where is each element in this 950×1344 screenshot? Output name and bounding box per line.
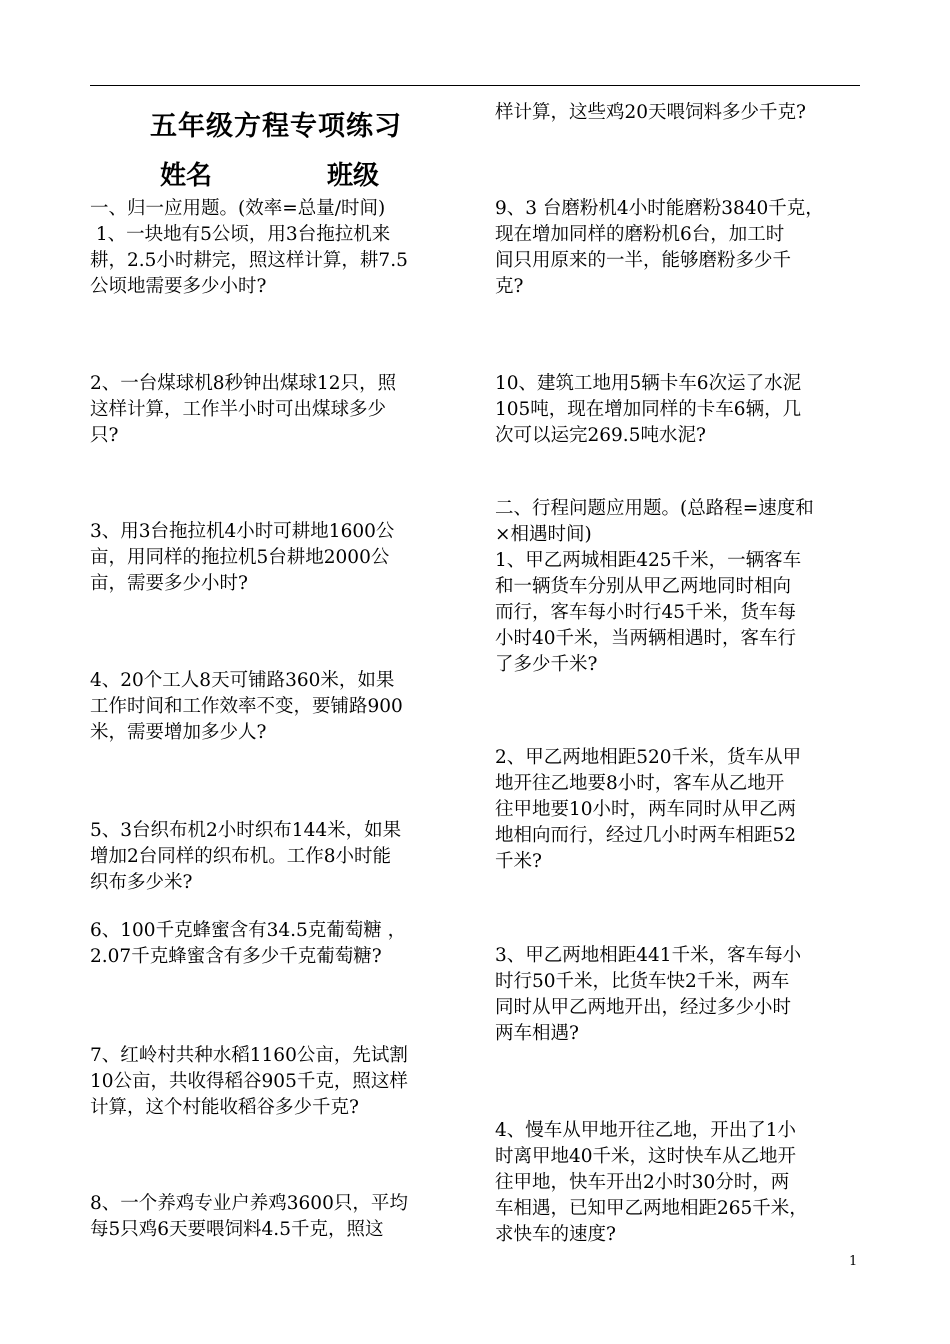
left-problem-1: 一、归一应用题。(效率=总量/时间) 1、一块地有5公顷，用3台拖拉机来 耕，2.5小时耕完，照这样计算，耕7.5 公顷地需要多少小时? xyxy=(90,198,408,297)
left-problem-6: 6、100千克蜂蜜含有34.5克葡萄糖 ， 2.07千克蜂蜜含有多少千克葡萄糖? xyxy=(90,920,407,967)
name-class-row xyxy=(160,155,379,192)
left-problem-3: 3、用3台拖拉机4小时可耕地1600公 亩，用同样的拖拉机5台耕地2000公 亩，需要多少小时? xyxy=(90,521,395,594)
right-problem-10: 10、建筑工地用5辆卡车6次运了水泥 105吨，现在增加同样的卡车6辆，几 次可以运完269.5吨水泥? xyxy=(495,373,802,446)
page-number: 1 xyxy=(849,1254,858,1269)
class-label: 班级 xyxy=(327,161,380,191)
right-problem-8-cont: 样计算，这些鸡20天喂饲料多少千克? xyxy=(495,102,806,123)
right-section-2-problem-3: 3、甲乙两地相距441千米，客车每小 时行50千米，比货车快2千米，两车 同时从甲乙两地开出，经过多少小时 两车相遇? xyxy=(495,945,802,1044)
right-section-2-problem-1: 二、行程问题应用题。(总路程=速度和 ×相遇时间) 1、甲乙两城相距425千米，一辆客车 和一辆货车分别从甲乙两地同时相向 而行，客车每小时行45千米，货车每 小时40千米，当两辆相遇时，客车行 了多少千米? xyxy=(495,498,814,675)
left-problem-4: 4、20个工人8天可铺路360米，如果 工作时间和工作效率不变，要铺路900 米，需要增加多少人? xyxy=(90,670,403,743)
header-rule xyxy=(90,85,860,86)
left-problem-7: 7、红岭村共种水稻1160公亩，先试割 10公亩，共收得稻谷905千克，照这样 计算，这个村能收稻谷多少千克? xyxy=(90,1045,408,1118)
name-label: 姓名 xyxy=(160,161,213,191)
left-problem-2: 2、一台煤球机8秒钟出煤球12只，照 这样计算，工作半小时可出煤球多少 只? xyxy=(90,373,397,446)
left-problem-5: 5、3台织布机2小时织布144米，如果 增加2台同样的织布机。工作8小时能 织布多少米? xyxy=(90,820,402,893)
right-section-2-problem-4: 4、慢车从甲地开往乙地，开出了1小 时离甲地40千米，这时快车从乙地开 往甲地，快车开出2小时30分时，两 车相遇，已知甲乙两地相距265千米， 求快车的速度? xyxy=(495,1120,808,1245)
left-problem-8: 8、一个养鸡专业户养鸡3600只，平均 每5只鸡6天要喂饲料4.5千克，照这 xyxy=(90,1193,408,1240)
right-problem-9: 9、3 台磨粉机4小时能磨粉3840千克， 现在增加同样的磨粉机6台，加工时 间只用原来的一半，能够磨粉多少千 克? xyxy=(495,198,824,297)
right-section-2-problem-2: 2、甲乙两地相距520千米，货车从甲 地开往乙地要8小时，客车从乙地开 往甲地要10小时，两车同时从甲乙两 地相向而行，经过几小时两车相距52 千米? xyxy=(495,747,802,872)
page-title: 五年级方程专项练习 xyxy=(150,111,402,142)
